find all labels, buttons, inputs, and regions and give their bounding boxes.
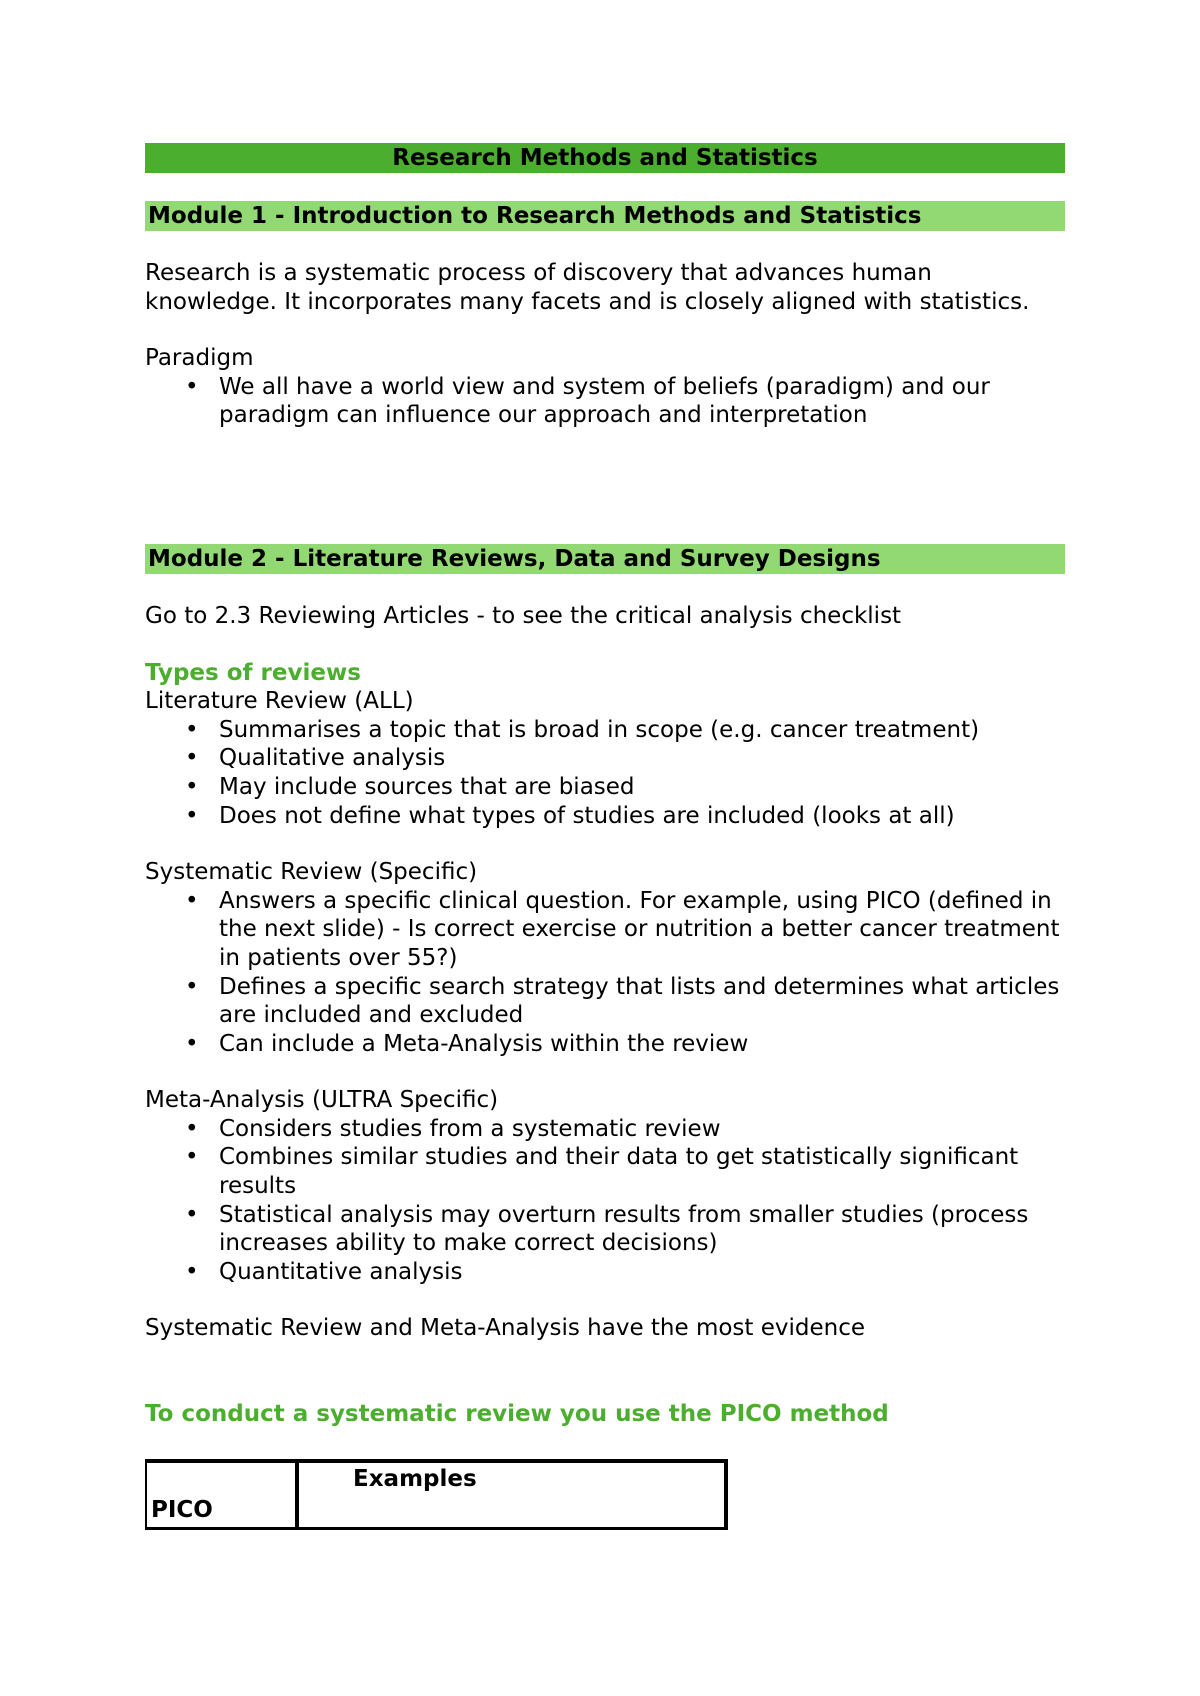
list-item: • Combines similar studies and their data to get statistically significant results (145, 1143, 1065, 1200)
literature-review-list (145, 716, 1065, 830)
list-item: • Can include a Meta-Analysis within the review (145, 1030, 1065, 1059)
systematic-review-label: Systematic Review (Specific) (145, 859, 478, 886)
pico-table (145, 1459, 728, 1530)
list-item: • May include sources that are biased (145, 773, 1065, 802)
list-item: • Statistical analysis may overturn results from smaller studies (process increases ability to make correct decisions) (145, 1201, 1065, 1258)
paradigm-list (145, 373, 1065, 430)
meta-analysis-list (145, 1115, 1065, 1287)
checklist-note: Go to 2.3 Reviewing Articles - to see the critical analysis checklist (145, 602, 902, 629)
module-1-heading: Module 1 - Introduction to Research Methods and Statistics (145, 201, 1065, 231)
table-row (146, 1461, 726, 1529)
list-item: • Qualitative analysis (145, 744, 1065, 773)
list-item: • Considers studies from a systematic review (145, 1115, 1065, 1144)
examples-column-header: Examples (353, 1465, 477, 1492)
pico-column-header: PICO (146, 1461, 297, 1529)
list-item: • Summarises a topic that is broad in scope (e.g. cancer treatment) (145, 716, 1065, 745)
list-item: • Answers a specific clinical question. For example, using PICO (defined in the next slide) - Is correct exercise or nutrition a better cancer treatment in patients over 55?) (145, 887, 1065, 973)
types-of-reviews-heading: Types of reviews (145, 659, 361, 686)
module-2-heading: Module 2 - Literature Reviews, Data and Survey Designs (145, 544, 1065, 574)
document-title: Research Methods and Statistics (145, 143, 1065, 173)
pico-heading: To conduct a systematic review you use the PICO method (145, 1401, 889, 1428)
document-content (145, 143, 1065, 1530)
list-item: • Quantitative analysis (145, 1258, 1065, 1287)
list-item: • Defines a specific search strategy that lists and determines what articles are included and excluded (145, 973, 1065, 1030)
module-1-intro: Research is a systematic process of discovery that advances human knowledge. It incorporates many facets and is closely aligned with statistics. (145, 260, 1030, 315)
meta-analysis-label: Meta-Analysis (ULTRA Specific) (145, 1087, 499, 1114)
literature-review-label: Literature Review (ALL) (145, 688, 414, 715)
evidence-note: Systematic Review and Meta-Analysis have the most evidence (145, 1315, 866, 1342)
list-item: • Does not define what types of studies are included (looks at all) (145, 802, 1065, 831)
systematic-review-list (145, 887, 1065, 1059)
list-item: • We all have a world view and system of beliefs (paradigm) and our paradigm can influence our approach and interpretation (145, 373, 1065, 430)
paradigm-label: Paradigm (145, 345, 254, 372)
